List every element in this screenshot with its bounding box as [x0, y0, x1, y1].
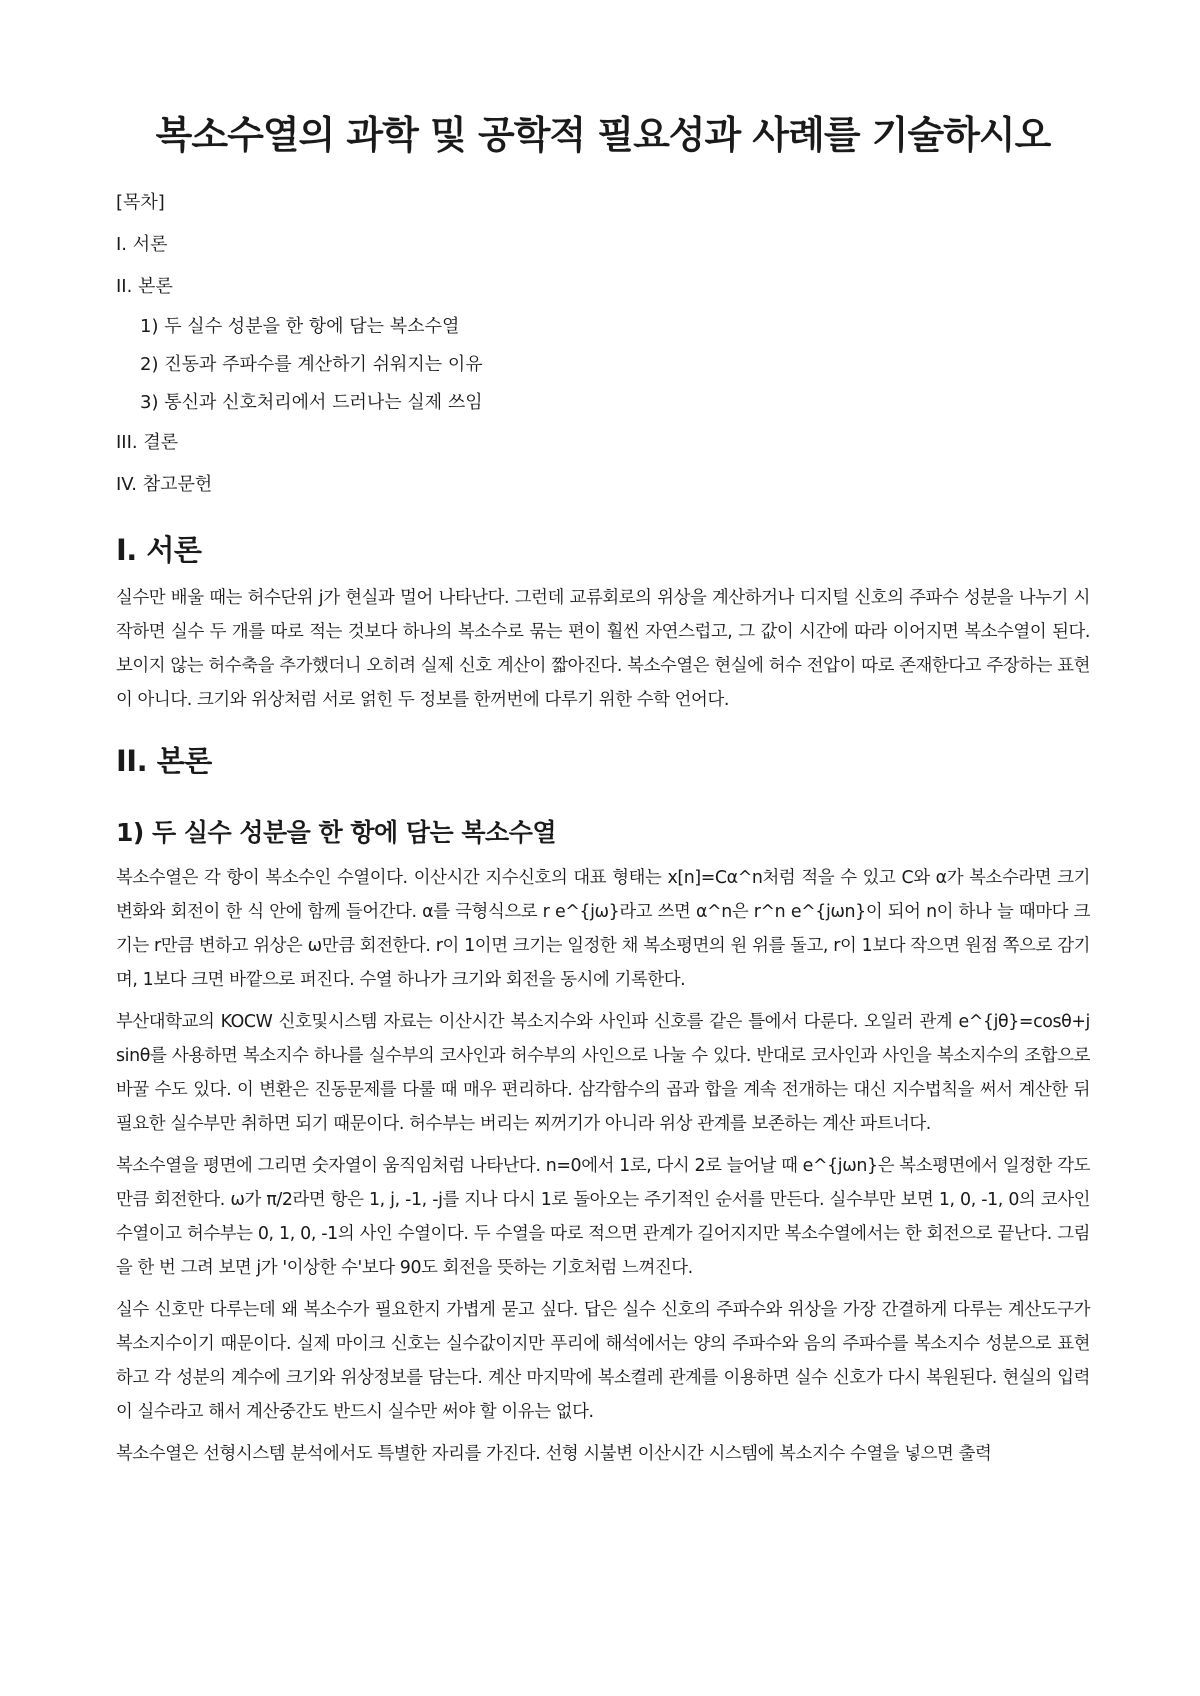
- toc-subitem-3: 3) 통신과 신호처리에서 드러나는 실제 쓰임: [140, 391, 483, 413]
- intro-paragraph: 실수만 배울 때는 허수단위 j가 현실과 멀어 나타난다. 그런데 교류회로의 위상을 계산하거나 디지털 신호의 주파수 성분을 나누기 시작하면 실수 두 개를 따로 적는 것보다 하나의 복소수로 묶는 편이 훨씬 자연스럽고, 그 값이 시간에 따라 이어지면 복소수열이 된다. 보이지 않는 허수축을 추가했더니 오히려 실제 신호 계산이 짧아진다. 복소수열은 현실에 허수 전압이 따로 존재한다고 주장하는 표현이 아니다. 크기와 위상처럼 서로 얽힌 두 정보를 한꺼번에 다루기 위한 수학 언어다.: [116, 588, 1090, 711]
- body-paragraph: 복소수열은 각 항이 복소수인 수열이다. 이산시간 지수신호의 대표 형태는 x[n]=Cα^n처럼 적을 수 있고 C와 α가 복소수라면 크기 변화와 회전이 한 식 안에 함께 들어간다. α를 극형식으로 r e^{jω}라고 쓰면 α^n은 r^n e^{jωn}이 되어 n이 하나 늘 때마다 크기는 r만큼 변하고 위상은 ω만큼 회전한다. r이 1이면 크기는 일정한 채 복소평면의 원 위를 돌고, r이 1보다 작으면 원점 쪽으로 감기며, 1보다 크면 바깥으로 퍼진다. 수열 하나가 크기와 회전을 동시에 기록한다.: [116, 868, 1090, 991]
- toc-list: [116, 224, 1090, 506]
- section-heading-intro: I. 서론: [116, 532, 202, 567]
- toc-sub-list: [116, 308, 1090, 422]
- toc-item-body: [116, 266, 1090, 422]
- toc-heading: [목차]: [116, 191, 165, 213]
- section-body: [116, 743, 1090, 1471]
- body-paragraph: 부산대학교의 KOCW 신호및시스템 자료는 이산시간 복소지수와 사인파 신호를 같은 틀에서 다룬다. 오일러 관계 e^{jθ}=cosθ+j sinθ를 사용하면 복소지수 하나를 실수부의 코사인과 허수부의 사인으로 나눌 수 있다. 반대로 코사인과 사인을 복소지수의 조합으로 바꿀 수도 있다. 이 변환은 진동문제를 다룰 때 매우 편리하다. 삼각함수의 곱과 합을 계속 전개하는 대신 지수법칙을 써서 계산한 뒤 필요한 실수부만 취하면 되기 때문이다. 허수부는 버리는 찌꺼기가 아니라 위상 관계를 보존하는 계산 파트너다.: [116, 1012, 1090, 1135]
- body-paragraph: 복소수열은 선형시스템 분석에서도 특별한 자리를 가진다. 선형 시불변 이산시간 시스템에 복소지수 수열을 넣으면 출력: [116, 1444, 992, 1465]
- section-intro: [116, 532, 1090, 718]
- toc-subitem-1: 1) 두 실수 성분을 한 항에 담는 복소수열: [140, 315, 460, 337]
- table-of-contents: [116, 182, 1090, 506]
- document-title: 복소수열의 과학 및 공학적 필요성과 사례를 기술하시오: [155, 113, 1051, 157]
- toc-item-references: IV. 참고문헌: [116, 473, 213, 495]
- subsection-1: [116, 817, 1090, 1472]
- toc-item-conclusion: III. 결론: [116, 431, 179, 453]
- toc-item-body-label: II. 본론: [116, 275, 173, 297]
- toc-subitem-2: 2) 진동과 주파수를 계산하기 쉬워지는 이유: [140, 353, 483, 375]
- subsection-heading-1: 1) 두 실수 성분을 한 항에 담는 복소수열: [116, 817, 556, 847]
- body-paragraph: 실수 신호만 다루는데 왜 복소수가 필요한지 가볍게 묻고 싶다. 답은 실수 신호의 주파수와 위상을 가장 간결하게 다루는 계산도구가 복소지수이기 때문이다. 실제 마이크 신호는 실수값이지만 푸리에 해석에서는 양의 주파수와 음의 주파수를 복소지수 성분으로 표현하고 각 성분의 계수에 크기와 위상정보를 담는다. 계산 마지막에 복소켤레 관계를 이용하면 실수 신호가 다시 복원된다. 현실의 입력이 실수라고 해서 계산중간도 반드시 실수만 써야 할 이유는 없다.: [116, 1300, 1090, 1423]
- body-paragraph: 복소수열을 평면에 그리면 숫자열이 움직임처럼 나타난다. n=0에서 1로, 다시 2로 늘어날 때 e^{jωn}은 복소평면에서 일정한 각도만큼 회전한다. ω가 π/2라면 항은 1, j, -1, -j를 지나 다시 1로 돌아오는 주기적인 순서를 만든다. 실수부만 보면 1, 0, -1, 0의 코사인 수열이고 허수부는 0, 1, 0, -1의 사인 수열이다. 두 수열을 따로 적으면 관계가 길어지지만 복소수열에서는 한 회전으로 끝난다. 그림을 한 번 그려 보면 j가 '이상한 수'보다 90도 회전을 뜻하는 기호처럼 느껴진다.: [116, 1156, 1090, 1279]
- toc-item-intro: I. 서론: [116, 233, 168, 255]
- section-heading-body: II. 본론: [116, 744, 212, 779]
